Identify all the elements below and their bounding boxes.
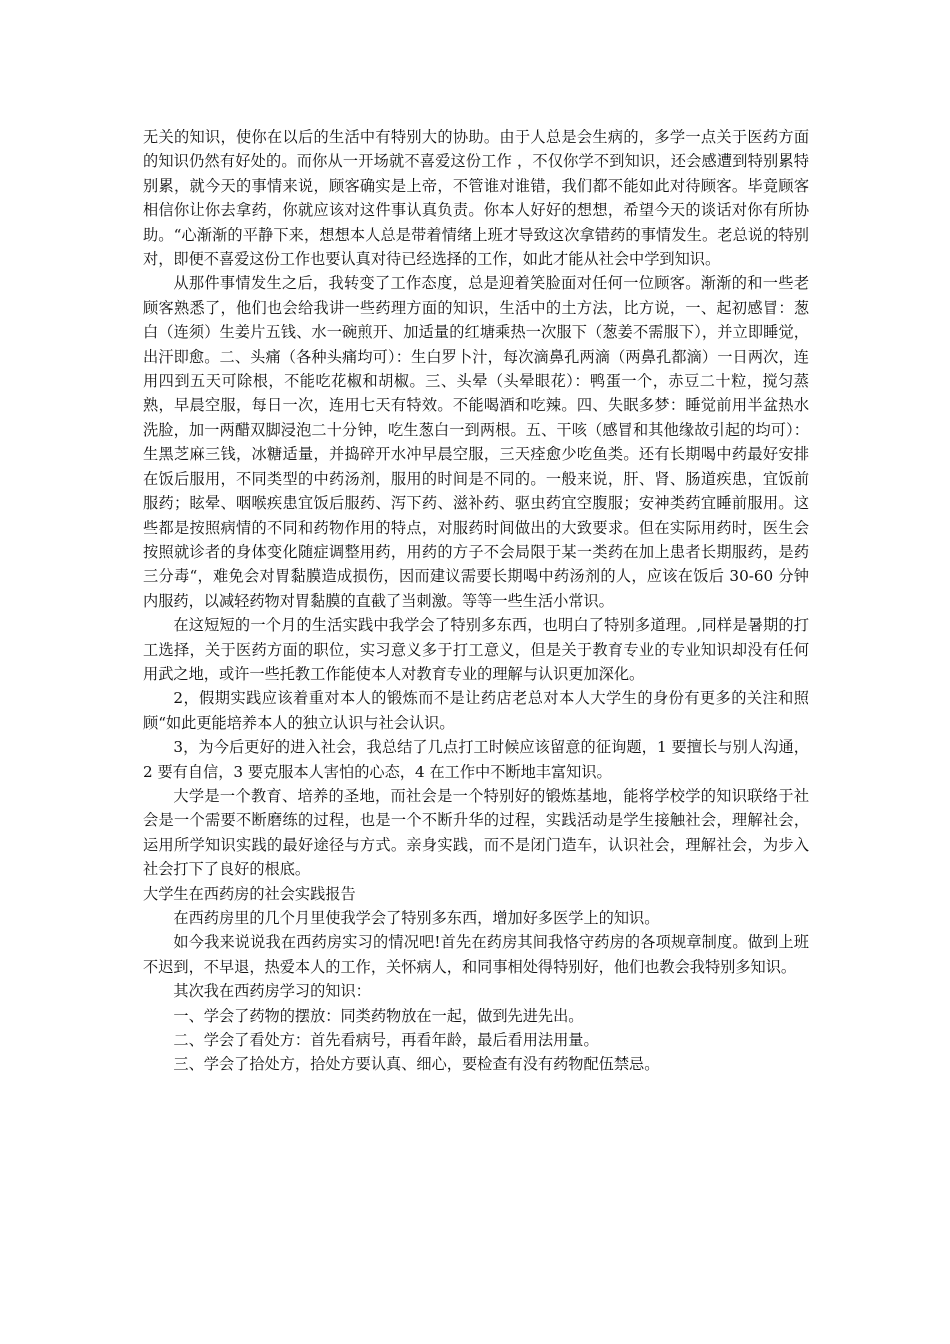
list-item-2: 二、学会了看处方：首先看病号，再看年龄，最后看用法用量。 — [173, 1031, 599, 1050]
paragraph-10: 其次我在西药房学习的知识： — [173, 982, 371, 1001]
paragraph-2: 从那件事情发生之后，我转变了工作态度，总是迎着笑脸面对任何一位顾客。渐渐的和一些老顾客熟悉了，他们也会给我讲一些药理方面的知识，生活中的土方法，比方说，一、起初感冒：葱白（连须）生姜片五钱、水一碗煎开、加适量的红塘乘热一次服下（葱姜不需服下），并立即睡觉，出汗即愈。二、头痛（各种头痛均可）：生白罗卜汁，每次滴鼻孔两滴（两鼻孔都滴）一日两次，连用四到五天可除根，不能吃花椒和胡椒。三、头晕（头晕眼花）：鸭蛋一个，赤豆二十粒，搅匀蒸熟，早晨空服，每日一次，连用七天有特效。不能喝酒和吃辣。四、失眠多梦：睡觉前用半盆热水洗脸，加一两醋双脚浸泡二十分钟，吃生葱白一到两根。五、干咳（感冒和其他缘故引起的均可）：生黑芝麻三钱，冰糖适量，并捣碎开水冲早晨空服，三天痊愈少吃鱼类。还有长期喝中药最好安排在饭后服用，不同类型的中药汤剂，服用的时间是不同的。一般来说，肝、肾、肠道疾患，宜饭前服药；眩晕、咽喉疾患宜饭后服药、泻下药、滋补药、驱虫药宜空腹服；安神类药宜睡前服用。这些都是按照病情的不同和药物作用的特点，对服药时间做出的大致要求。但在实际用药时，医生会按照就诊者的身体变化随症调整用药，用药的方子不会局限于某一类药在加上患者长期服药，是药三分毒“，难免会对胃黏膜造成损伤，因而建议需要长期喝中药汤剂的人，应该在饭后 30-60 分钟内服药，以减轻药物对胃黏膜的直截了当刺激。等等一些生活小常识。 — [143, 274, 809, 610]
list-item-1: 一、学会了药物的摆放：同类药物放在一起，做到先进先出。 — [173, 1006, 584, 1025]
paragraph-4: 2，假期实践应该着重对本人的锻炼而不是让药店老总对本人大学生的身份有更多的关注和照顾“如此更能培养本人的独立认识与社会认识。 — [143, 689, 809, 732]
paragraph-3: 在这短短的一个月的生活实践中我学会了特别多东西，也明白了特别多道理。,同样是暑期的打工选择，关于医药方面的职位，实习意义多于打工意义，但是关于教育专业的专业知识却没有任何用武之地，或许一些托教工作能使本人对教育专业的理解与认识更加深化。 — [143, 616, 809, 683]
paragraph-6: 大学是一个教育、培养的圣地，而社会是一个特别好的锻炼基地，能将学校学的知识联络于社会是一个需要不断磨练的过程，也是一个不断升华的过程，实践活动是学生接触社会，理解社会，运用所学知识实践的最好途径与方式。亲身实践，而不是闭门造车，认识社会，理解社会，为步入社会打下了良好的根底。 — [143, 786, 809, 879]
section-heading: 大学生在西药房的社会实践报告 — [143, 884, 356, 903]
paragraph-9: 如今我来说说我在西药房实习的情况吧!首先在药房其间我恪守药房的各项规章制度。做到上班不迟到，不早退，热爱本人的工作，关怀病人，和同事相处得特别好，他们也教会我特别多知识。 — [143, 933, 809, 976]
paragraph-8: 在西药房里的几个月里使我学会了特别多东西，增加好多医学上的知识。 — [173, 909, 660, 927]
document-body — [143, 125, 809, 1077]
paragraph-5: 3，为今后更好的进入社会，我总结了几点打工时候应该留意的征询题，1 要擅长与别人沟通，2 要有自信，3 要克服本人害怕的心态，4 在工作中不断地丰富知识。 — [143, 738, 809, 781]
list-item-3: 三、学会了拾处方，拾处方要认真、细心，要检查有没有药物配伍禁忌。 — [173, 1055, 660, 1074]
paragraph-1: 无关的知识，使你在以后的生活中有特别大的协助。由于人总是会生病的，多学一点关于医药方面的知识仍然有好处的。而你从一开场就不喜爱这份工作 ，不仅你学不到知识，还会感遭到特别累特别累，就今天的事情来说，顾客确实是上帝，不管谁对谁错，我们都不能如此对待顾客。毕竟顾客相信你让你去拿药，你就应该对这件事认真负责。你本人好好的想想，希望今天的谈话对你有所协助。“心渐渐的平静下来，想想本人总是带着情绪上班才导致这次拿错药的事情发生。老总说的特别对，即便不喜爱这份工作也要认真对待已经选择的工作，如此才能从社会中学到知识。 — [143, 128, 809, 269]
